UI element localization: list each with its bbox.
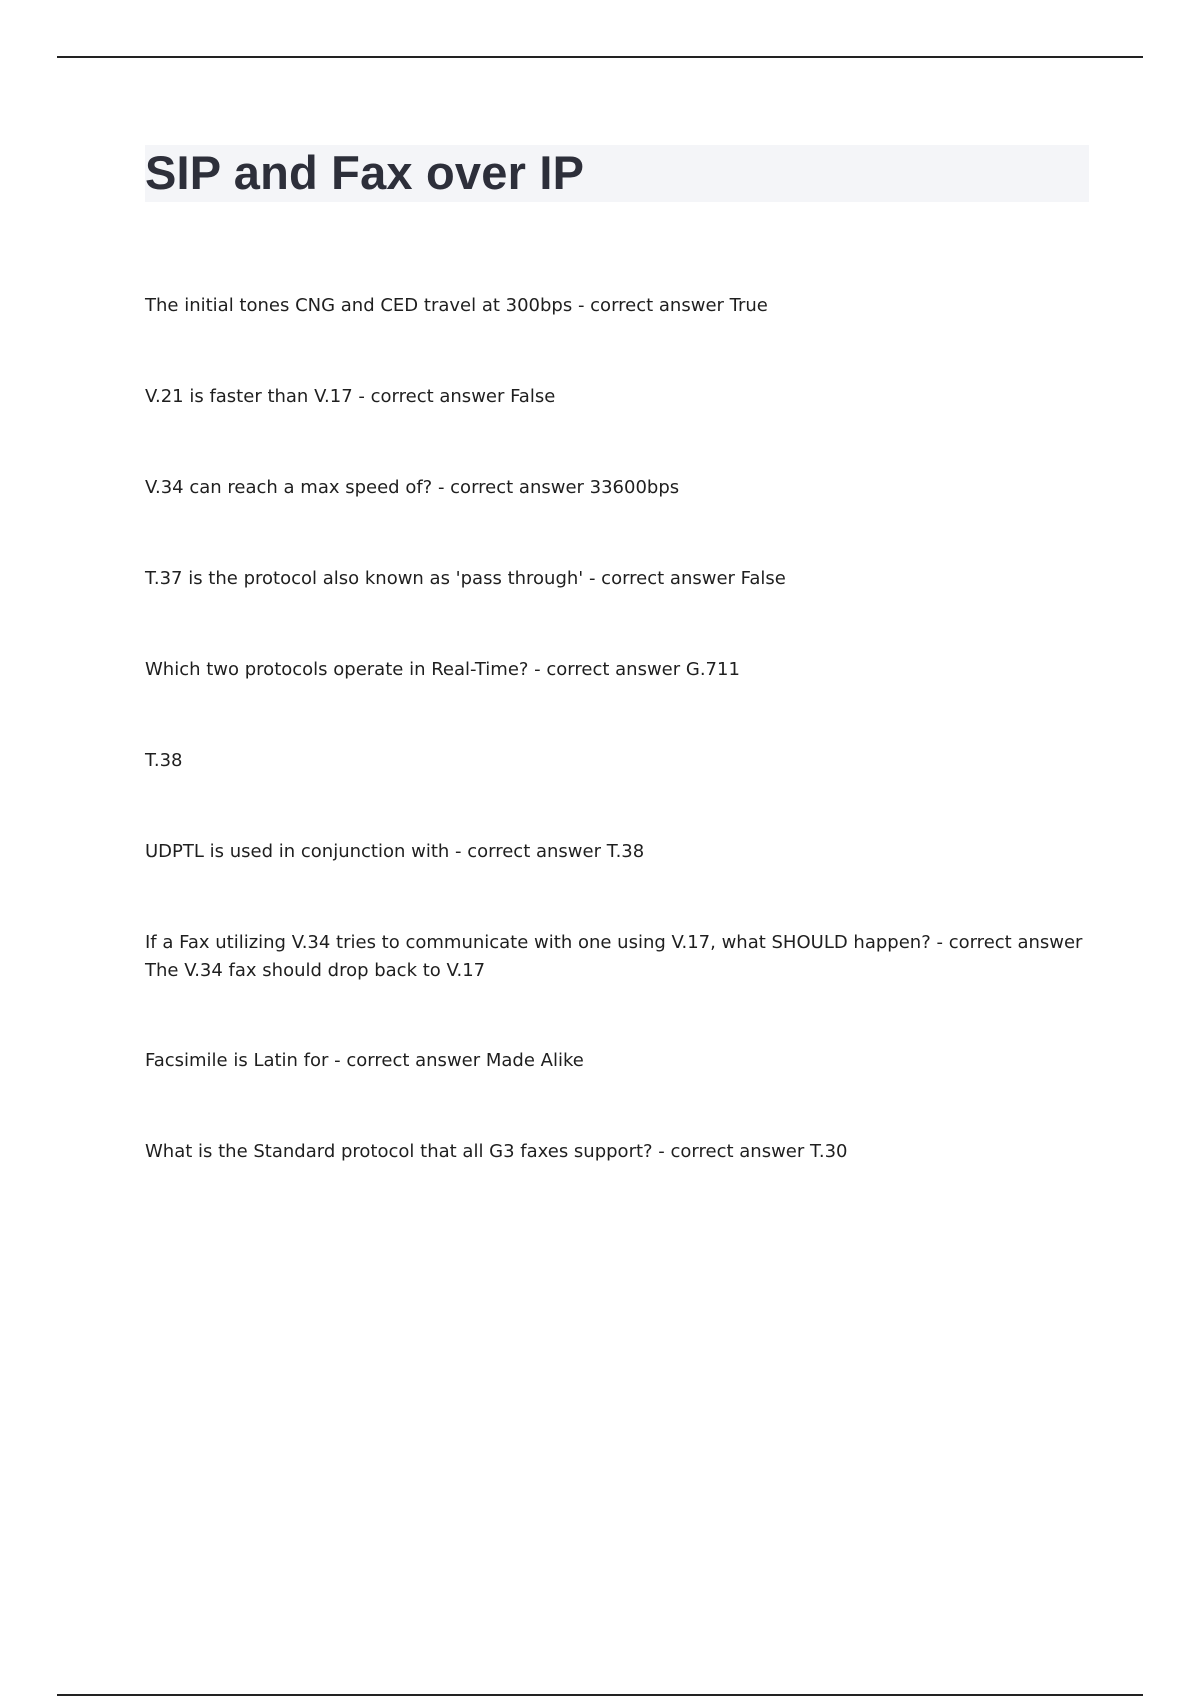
qa-item: Facsimile is Latin for - correct answer Made Alike xyxy=(145,1050,584,1071)
qa-item: If a Fax utilizing V.34 tries to communicate with one using V.17, what SHOULD happen? - correct answer The V.34 fax should drop back to V.17 xyxy=(145,932,1083,981)
qa-item: UDPTL is used in conjunction with - correct answer T.38 xyxy=(145,841,645,862)
qa-item: Which two protocols operate in Real-Time? - correct answer G.711 xyxy=(145,659,740,680)
qa-item: What is the Standard protocol that all G3 faxes support? - correct answer T.30 xyxy=(145,1141,848,1162)
qa-item: V.21 is faster than V.17 - correct answer False xyxy=(145,386,556,407)
footer-rule xyxy=(57,1694,1143,1696)
qa-item: T.37 is the protocol also known as 'pass through' - correct answer False xyxy=(145,568,786,589)
qa-item: V.34 can reach a max speed of? - correct answer 33600bps xyxy=(145,477,680,498)
page-title: SIP and Fax over IP xyxy=(145,146,585,199)
header-rule xyxy=(57,56,1143,58)
qa-item: The initial tones CNG and CED travel at 300bps - correct answer True xyxy=(145,295,768,316)
qa-item: T.38 xyxy=(145,750,183,771)
